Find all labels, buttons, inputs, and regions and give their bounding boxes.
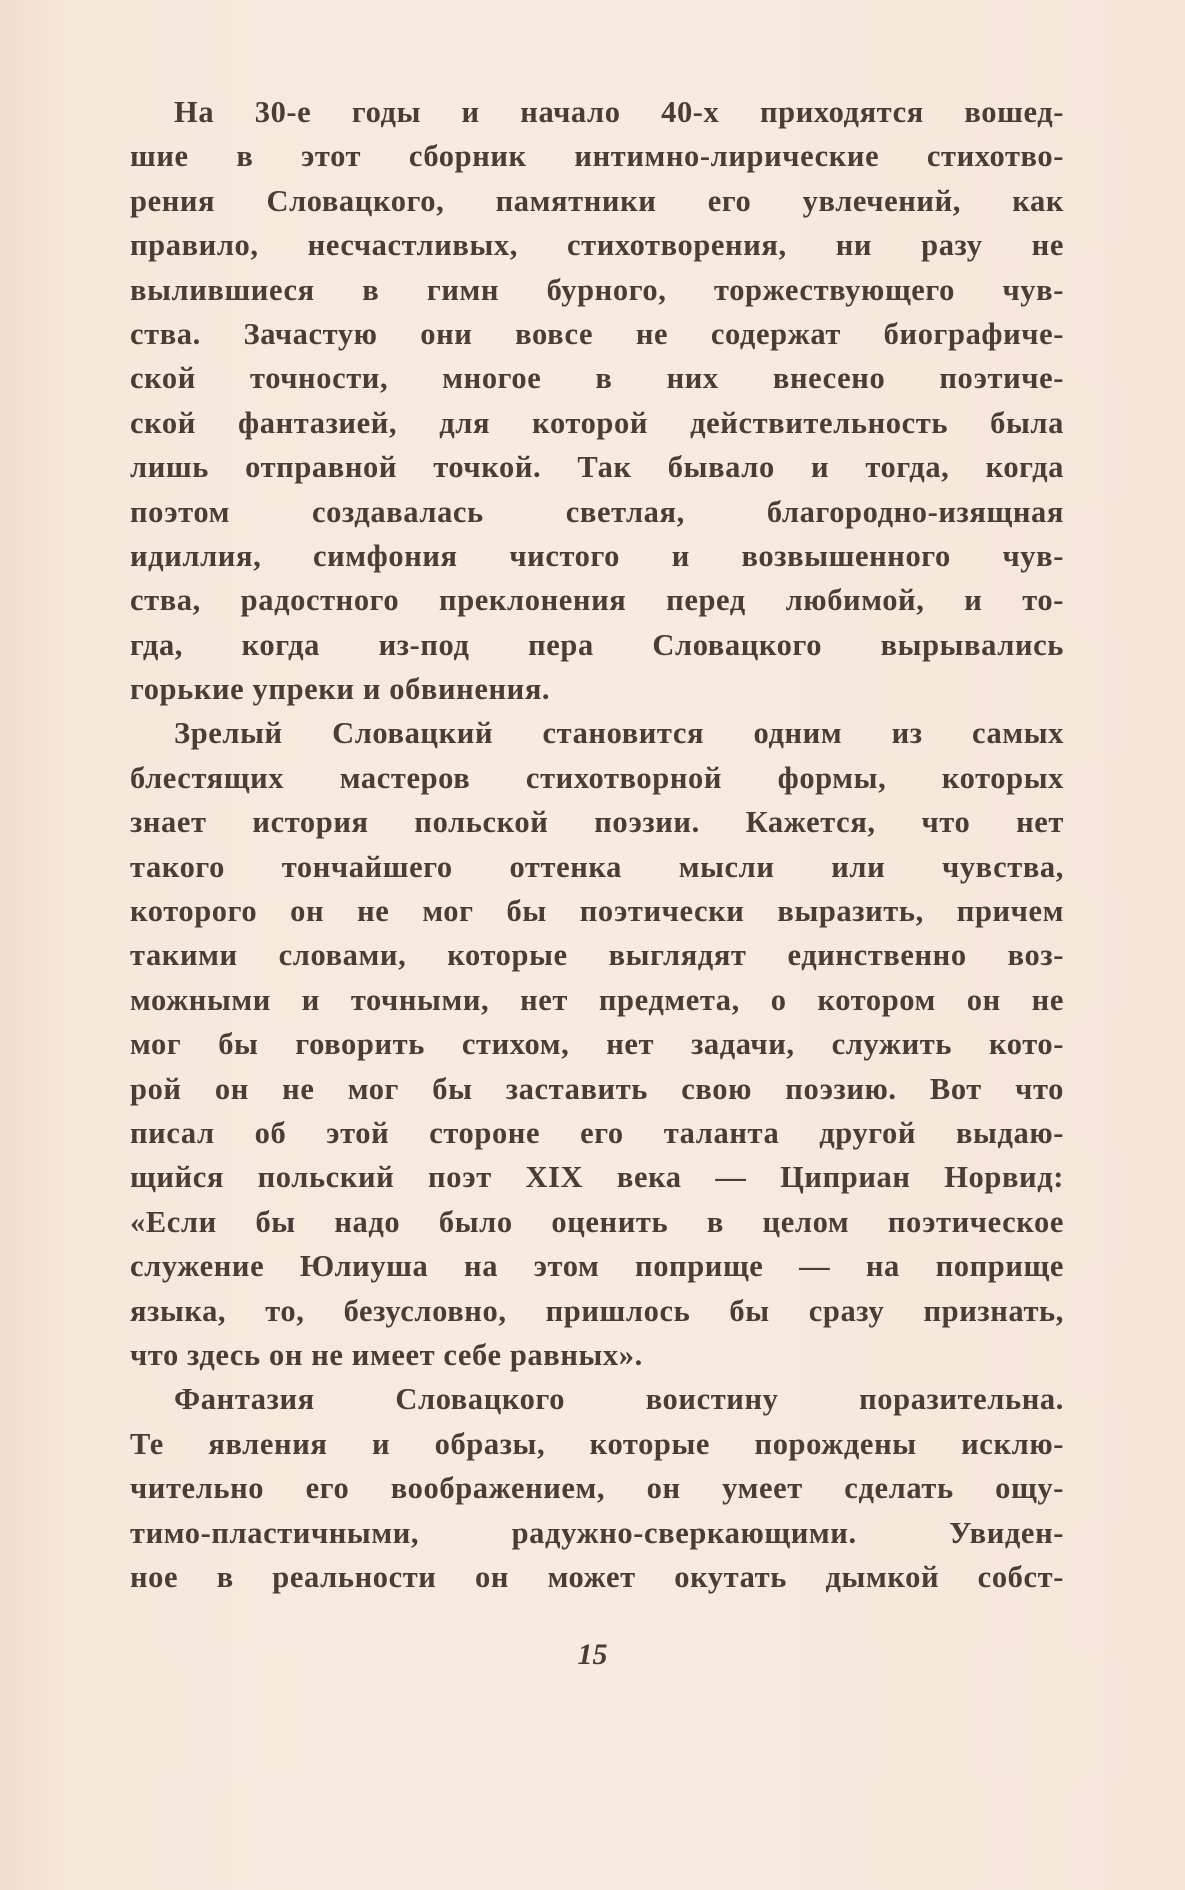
text-line: правило, несчастливых, стихотворения, ни разу не xyxy=(130,228,1064,263)
text-line: чительно его воображением, он умеет сделать ощу- xyxy=(130,1471,1064,1506)
text-line: ской точности, многое в них внесено поэтиче- xyxy=(130,361,1064,396)
text-line: лишь отправной точкой. Так бывало и тогда, когда xyxy=(130,450,1064,485)
text-line: что здесь он не имеет себе равных». xyxy=(130,1337,643,1372)
text-line: Фантазия Словацкого воистину поразительна. xyxy=(174,1382,1064,1417)
text-line: мог бы говорить стихом, нет задачи, служить кото- xyxy=(130,1027,1064,1062)
text-line: ства, радостного преклонения перед любимой, и то- xyxy=(130,583,1064,618)
page-number: 15 xyxy=(577,1638,608,1671)
text-line: которого он не мог бы поэтически выразить, причем xyxy=(130,894,1064,929)
text-line: рой он не мог бы заставить свою поэзию. Вот что xyxy=(130,1071,1064,1106)
text-line: идиллия, симфония чистого и возвышенного чув- xyxy=(130,538,1064,573)
text-line: можными и точными, нет предмета, о котором он не xyxy=(130,982,1064,1017)
text-line: писал об этой стороне его таланта другой выдаю- xyxy=(130,1115,1064,1150)
text-line: поэтом создавалась светлая, благородно-изящная xyxy=(130,494,1064,529)
text-line: ное в реальности он может окутать дымкой собст- xyxy=(130,1559,1064,1594)
text-line: такого тончайшего оттенка мысли или чувства, xyxy=(130,849,1064,884)
text-line: ской фантазией, для которой действительность была xyxy=(130,405,1064,440)
text-line: языка, то, безусловно, пришлось бы сразу признать, xyxy=(130,1293,1064,1328)
text-line: шие в этот сборник интимно-лирические стихотво- xyxy=(130,139,1064,174)
body-text xyxy=(130,90,1064,1599)
text-line: горькие упреки и обвинения. xyxy=(130,672,551,707)
text-line: гда, когда из-под пера Словацкого вырывались xyxy=(130,627,1064,662)
text-line: На 30-е годы и начало 40-х приходятся вошед- xyxy=(174,95,1064,129)
text-line: вылившиеся в гимн бурного, торжествующего чув- xyxy=(130,272,1064,307)
text-line: щийся польский поэт XIX века — Циприан Норвид: xyxy=(130,1160,1064,1195)
text-line: служение Юлиуша на этом поприще — на поприще xyxy=(130,1249,1064,1284)
text-line: тимо-пластичными, радужно-сверкающими. Увиден- xyxy=(130,1515,1064,1550)
text-line: такими словами, которые выглядят единственно воз- xyxy=(130,938,1064,973)
text-line: Зрелый Словацкий становится одним из самых xyxy=(174,716,1064,751)
text-line: рения Словацкого, памятники его увлечений, как xyxy=(130,183,1064,218)
text-line: «Если бы надо было оценить в целом поэтическое xyxy=(130,1204,1064,1239)
text-line: ства. Зачастую они вовсе не содержат биографиче- xyxy=(130,316,1064,351)
text-line: блестящих мастеров стихотворной формы, которых xyxy=(130,760,1064,795)
text-line: знает история польской поэзии. Кажется, что нет xyxy=(130,805,1064,840)
text-line: Те явления и образы, которые порождены исклю- xyxy=(130,1426,1064,1461)
